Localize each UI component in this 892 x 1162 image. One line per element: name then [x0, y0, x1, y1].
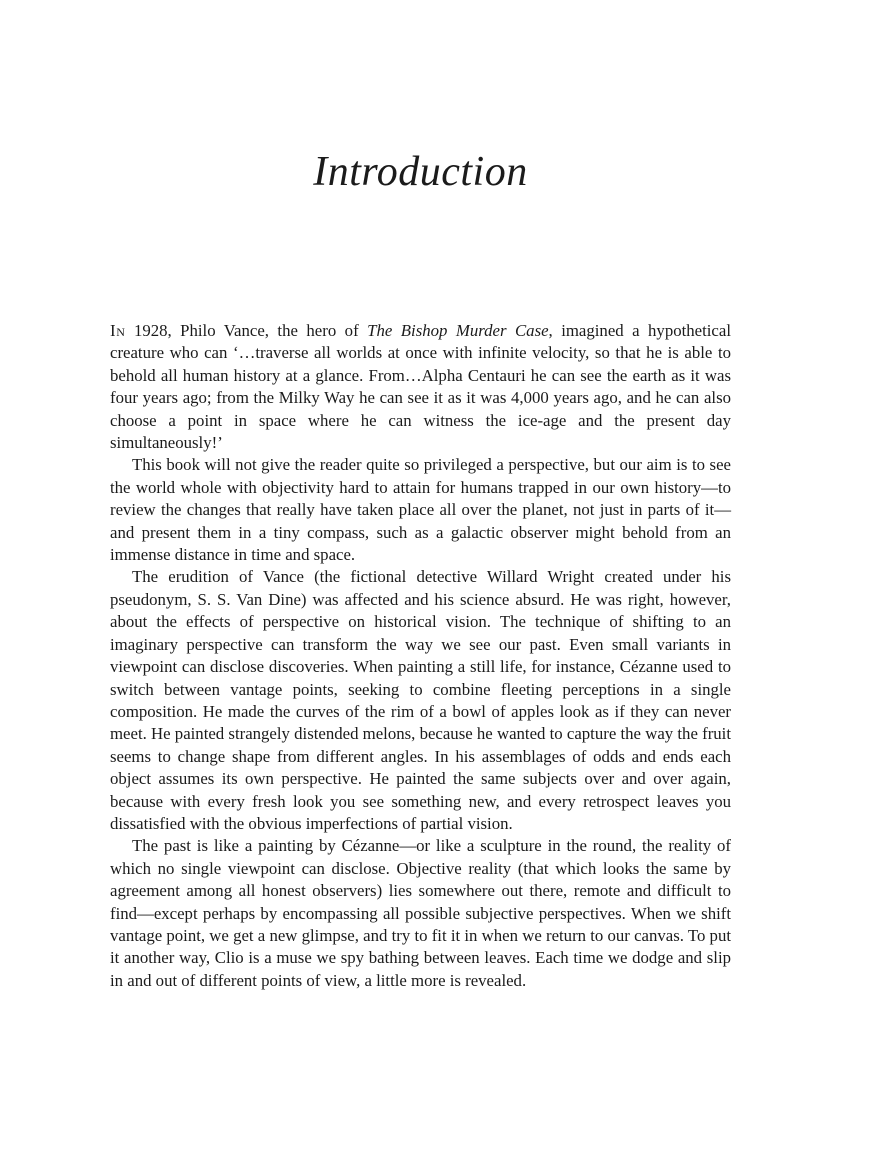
text-segment: The erudition of Vance (the fictional detective Willard Wright created under his pseudonym, S. S. Van Dine) was affected and his science absurd. He was right, however, about the effects of perspective on historical vision. The technique of shifting to an imaginary perspective can transform the way we see our past. Even small variants in viewpoint can disclose discoveries. When painting a still life, for instance, Cézanne used to switch between vantage points, seeking to combine fleeting perceptions in a single composition. He made the curves of the rim of a bowl of apples look as if they can never meet. He painted strangely distended melons, because he wanted to capture the way the fruit seems to change shape from different angles. In his assemblages of odds and ends each object assumes its own perspective. He painted the same subjects over and over again, because with every fresh look you see something new, and every retrospect leaves you dissatisfied with the obvious imperfections of partial vision. [110, 567, 731, 833]
paragraph [110, 566, 731, 835]
text-segment: This book will not give the reader quite so privileged a perspective, but our aim is to see the world whole with objectivity hard to attain for humans trapped in our own history—to review the changes that really have taken place all over the planet, not just in parts of it—and present them in a tiny compass, such as a galactic observer might behold from an immense distance in time and space. [110, 455, 731, 565]
text-segment: 1928, Philo Vance, the hero of [125, 321, 368, 340]
text-segment: The Bishop Murder Case [367, 321, 549, 340]
text-segment: , imagined a hypothetical creature who can ‘…traverse all worlds at once with infinite velocity, so that he is able to behold all human history at a glance. From…Alpha Centauri he can see the earth as it was four years ago; from the Milky Way he can see it as it was 4,000 years ago, and he can also choose a point in space where he can witness the ice-age and the present day simultaneously!’ [110, 321, 731, 453]
paragraph [110, 454, 731, 566]
text-segment: In [110, 321, 126, 340]
paragraph [110, 835, 731, 992]
text-segment: The past is like a painting by Cézanne—or like a sculpture in the round, the reality of which no single viewpoint can disclose. Objective reality (that which looks the same by agreement among all honest observers) lies somewhere out there, remote and difficult to find—except perhaps by encompassing all possible subjective perspectives. When we shift vantage point, we get a new glimpse, and try to fit it in when we return to our canvas. To put it another way, Clio is a muse we spy bathing between leaves. Each time we dodge and slip in and out of different points of view, a little more is revealed. [110, 836, 731, 990]
page-title: Introduction [313, 149, 528, 195]
body-text [110, 320, 731, 992]
paragraph [110, 320, 731, 454]
